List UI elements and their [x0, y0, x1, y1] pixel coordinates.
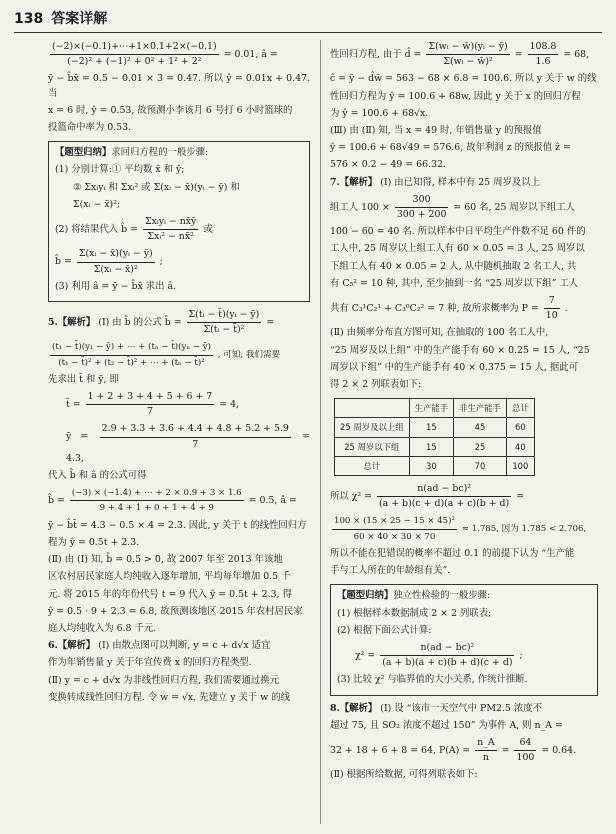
fraction: [395, 193, 449, 222]
text: (Ⅰ) 由 b̂ 的公式 b̂ =: [98, 317, 182, 329]
question-head: 8.【解析】: [330, 702, 378, 714]
table-row: [335, 456, 535, 475]
text: (Ⅰ) 设 “该市一天空气中 PM2.5 浓度不: [380, 702, 542, 714]
table-cell: 15: [409, 437, 454, 456]
numerator: 300: [395, 193, 449, 208]
table-header: 生产能手: [409, 399, 454, 418]
numerator: 64: [514, 736, 536, 751]
text-line: 下组工人有 40 × 0.05 = 2 人, 从中随机抽取 2 名工人, 共: [330, 260, 577, 272]
text-line: (Ⅱ) 由 (Ⅰ) 知, b̂ = 0.5 > 0, 故 2007 年至 2013 年该地: [48, 554, 283, 566]
table-header: [335, 399, 410, 418]
text: 组工人 100 ×: [330, 202, 390, 214]
text-line: 为 ŷ = 100.6 + 68√x.: [330, 107, 429, 119]
question-head: 5.【解析】: [48, 317, 96, 329]
numerator: (t₁ − t̄)(y₁ − ȳ) + ⋯ + (tₙ − t̄)(yₙ − ȳ): [50, 340, 213, 355]
step: (3) 比较 χ² 与临界值的大小关系, 作统计推断.: [337, 674, 528, 686]
text-line: ȳ − b̂x̄ = 0.5 − 0.01 × 3 = 0.47. 所以 ŷ = 0.01x + 0.47. 当: [48, 73, 310, 99]
fraction: [143, 215, 198, 244]
step: (3) 利用 â = ȳ − b̂x̄ 求出 â.: [55, 280, 177, 292]
q7-line: [330, 193, 598, 222]
text-line: 有 C₅² = 10 种, 其中, 至少抽到一名 “25 周岁以下组” 工人: [330, 277, 579, 289]
text: 性回归方程, 由于: [330, 49, 402, 61]
formula-chi: [330, 482, 598, 511]
table-cell: 70: [454, 456, 507, 475]
fraction: [528, 40, 559, 69]
text: d̂ =: [404, 49, 422, 61]
text-line: [48, 40, 310, 69]
text-line: 所以不能在犯错误的概率不超过 0.1 的前提下认为 “生产能: [330, 547, 575, 559]
step: ② Σxᵢyᵢ 和 Σxᵢ² 或 Σ(xᵢ − x̄)(yᵢ − ȳ) 和: [73, 181, 240, 193]
step: (2) 将结果代入 b̂ = $\frac{\text{Σxᵢyᵢ − nx̄ȳ}}{\text{Σxᵢ² − nx̄²}}$ 或: [55, 215, 303, 244]
fraction: [50, 340, 213, 369]
formula-tbar: [48, 390, 310, 419]
numerator: 1 + 2 + 3 + 4 + 5 + 6 + 7: [86, 390, 215, 405]
page-number: 138: [14, 11, 44, 27]
text-line: ĉ = ȳ − d̂w̄ = 563 − 68 × 6.8 = 100.6. 所以 y 关于 w 的线: [330, 73, 597, 85]
fraction: [187, 308, 262, 337]
fraction: [77, 247, 155, 276]
fraction: [332, 514, 457, 543]
formula-b: [48, 486, 310, 515]
table-cell: 25: [454, 437, 507, 456]
step: (1) 分别计算:① 平均数 x̄ 和 ȳ;: [55, 164, 185, 176]
numerator: Σ(wᵢ − w̄)(yᵢ − ȳ): [426, 40, 509, 55]
q7-line: [330, 176, 598, 190]
step: [55, 247, 303, 276]
box-title: 独立性检验的一般步骤:: [393, 590, 491, 602]
denominator: 7: [192, 438, 199, 450]
fraction: [377, 482, 511, 511]
denominator: 300 + 200: [396, 209, 447, 221]
text: , 可知, 我们需要: [217, 350, 281, 361]
text: 32 + 18 + 6 + 8 = 64, P(A) =: [330, 745, 471, 757]
text-line: 手与工人所在的年龄组有关”.: [330, 565, 451, 577]
table-row: [335, 437, 535, 456]
text: (2) 将结果代入: [55, 224, 119, 236]
text: ;: [159, 256, 163, 268]
fraction: [50, 40, 219, 69]
text-line: 区农村居民家庭人均纯收入逐年增加, 平均每年增加 0.5 千: [48, 571, 291, 583]
text-line: 程为 ŷ = 0.5t + 2.3.: [48, 536, 140, 548]
formula-ybar: [48, 422, 310, 466]
text-line: 超过 75, 且 SO₂ 浓度不超过 150” 为事件 A, 则 n_A =: [330, 719, 563, 731]
text: .: [564, 303, 568, 315]
q7-line: [330, 294, 598, 323]
step: [337, 641, 591, 670]
table-cell: 45: [454, 418, 507, 437]
q8-line: [330, 702, 598, 716]
q5-line: [48, 340, 310, 369]
text: = 0.64.: [541, 745, 577, 757]
table-cell: 30: [409, 456, 454, 475]
fraction: [544, 294, 560, 323]
box-title: 求回归方程的一般步骤:: [111, 147, 209, 159]
denominator: 60 × 40 × 30 × 70: [353, 531, 436, 542]
table-cell: 25 周岁以下组: [335, 437, 410, 456]
fraction: [70, 486, 244, 515]
question-head: 6.【解析】: [48, 640, 96, 652]
numerator: 7: [544, 294, 560, 309]
numerator: Σ(tᵢ − t̄)(yᵢ − ȳ): [187, 308, 262, 323]
text: χ² =: [355, 650, 376, 662]
header-rule: [14, 32, 602, 33]
text: = 0.01, â =: [223, 49, 278, 61]
text: b̂ =: [55, 256, 72, 268]
denominator: (a + b)(c + d)(a + c)(b + d): [379, 498, 510, 510]
numerator: (−2)×(−0.1)+⋯+1×0.1+2×(−0.1): [50, 40, 219, 55]
text: = 4.3,: [66, 431, 311, 464]
denominator: Σxᵢ² − nx̄²: [147, 231, 194, 243]
numerator: n_A: [475, 736, 497, 751]
right-column: [330, 40, 598, 786]
text: ;: [519, 650, 523, 662]
text: =: [501, 745, 510, 757]
text-line: 先求出 t̄ 和 ȳ, 即: [48, 373, 119, 385]
table-cell: 60: [506, 418, 534, 437]
question-head: 7.【解析】: [330, 176, 378, 188]
text: 所以 χ² =: [330, 491, 373, 503]
denominator: n: [482, 752, 489, 764]
denominator: 9 + 4 + 1 + 0 + 1 + 4 + 9: [99, 503, 214, 514]
page-title: 答案详解: [51, 11, 108, 27]
page-header: [14, 8, 107, 30]
contingency-table: [334, 398, 535, 476]
text: =: [266, 317, 275, 329]
summary-box-regression: [48, 141, 310, 302]
fraction: [514, 736, 536, 765]
text-line: 变换转成线性回归方程. 令 w = √x, 先建立 y 关于 w 的线: [48, 691, 290, 703]
denominator: 7: [146, 406, 153, 418]
text: = 4,: [219, 399, 240, 411]
table-row: [335, 418, 535, 437]
text-line: 元. 将 2015 年的年份代号 t = 9 代入 ŷ = 0.5t + 2.3, 得: [48, 588, 292, 600]
numerator: Σxᵢyᵢ − nx̄ȳ: [143, 215, 198, 230]
fraction: [475, 736, 497, 765]
fraction: [380, 641, 514, 670]
numerator: Σ(xᵢ − x̄)(yᵢ − ȳ): [77, 247, 155, 262]
table-cell: 15: [409, 418, 454, 437]
text-line: (Ⅲ) 由 (Ⅱ) 知, 当 x = 49 时, 年销售量 y 的预报值: [330, 125, 542, 137]
table-cell: 100: [506, 456, 534, 475]
text-line: 576 × 0.2 − 49 = 66.32.: [330, 159, 446, 171]
denominator: Σ(tᵢ − t̄)²: [203, 324, 245, 336]
text-line: 作为年销售量 y 关于年宣传费 x 的回归方程类型.: [48, 657, 252, 669]
formula-chi2: [330, 514, 598, 543]
q5-line: [48, 308, 310, 337]
q6-line: [48, 639, 310, 653]
text: ≈ 1.785, 因为 1.785 < 2.706,: [461, 524, 587, 535]
text-line: (Ⅱ) y = c + d√x 为非线性回归方程, 我们需要通过换元: [48, 674, 280, 686]
fraction: [100, 422, 291, 451]
fraction: [86, 390, 215, 419]
text: 共有 C₃¹C₂¹ + C₃⁰C₂² = 7 种, 故所求概率为 P =: [330, 303, 539, 315]
text: ȳ =: [66, 431, 89, 443]
text-line: (Ⅱ) 由频率分布直方图可知, 在抽取的 100 名工人中,: [330, 327, 549, 339]
text: 或: [203, 224, 213, 236]
table-cell: 40: [506, 437, 534, 456]
column-divider: [320, 40, 321, 824]
denominator: (−2)² + (−1)² + 0² + 1² + 2²: [67, 56, 202, 68]
numerator: 100 × (15 × 25 − 15 × 45)²: [332, 514, 457, 529]
text: b̂ =: [48, 495, 65, 507]
text-line: “25 周岁及以上组” 中的生产能手有 60 × 0.25 = 15 人, “25: [330, 344, 590, 356]
denominator: 100: [516, 752, 535, 764]
step: (1) 根据样本数据制成 2 × 2 列联表;: [337, 607, 492, 619]
numerator: 2.9 + 3.3 + 3.6 + 4.4 + 4.8 + 5.2 + 5.9: [100, 422, 291, 437]
numerator: (−3) × (−1.4) + ⋯ + 2 × 0.9 + 3 × 1.6: [70, 486, 244, 501]
table-cell: 25 周岁及以上组: [335, 418, 410, 437]
step: (2) 根据下面公式计算:: [337, 624, 432, 636]
summary-box-independence: [330, 584, 598, 695]
denominator: (t₁ − t̄)² + (t₂ − t̄)² + ⋯ + (tₙ − t̄)²: [58, 357, 205, 368]
left-column: [48, 40, 310, 708]
box-tag: 【题型归纳】: [337, 590, 394, 602]
box-tag: 【题型归纳】: [55, 147, 112, 159]
text-line: 得 2 × 2 列联表如下:: [330, 379, 422, 391]
text-line: 投篮命中率为 0.53.: [48, 122, 132, 134]
denominator: Σ(wᵢ − w̄)²: [443, 56, 493, 68]
text-line: 周岁以下组” 中的生产能手有 40 × 0.375 = 15 人, 据此可: [330, 361, 579, 373]
text-line: x = 6 时, ŷ = 0.53, 故预测小李该月 6 号打 6 小时篮球的: [48, 104, 293, 116]
table-header-row: [335, 399, 535, 418]
denominator: Σ(xᵢ − x̄)²: [93, 263, 138, 275]
table-header: 总计: [506, 399, 534, 418]
text-line: 100 − 60 = 40 名. 所以样本中日平均生产件数不足 60 件的: [330, 226, 586, 238]
numerator: n(ad − bc)²: [380, 641, 514, 656]
text-line: 工人中, 25 周岁以上组工人有 60 × 0.05 = 3 人, 25 周岁以: [330, 243, 585, 255]
table-cell: 总计: [335, 456, 410, 475]
text-line: ŷ = 100.6 + 68√49 = 576.6, 故年利润 z 的预报值 ẑ =: [330, 142, 571, 154]
formula-d: [330, 40, 598, 69]
table-header: 非生产能手: [454, 399, 507, 418]
numerator: 108.8: [528, 40, 559, 55]
text-line: ŷ = 0.5 · 9 + 2.3 = 6.8, 故预测该地区 2015 年农村居民家: [48, 605, 303, 617]
denominator: 10: [545, 310, 558, 322]
fraction: [426, 40, 509, 69]
step: Σ(xᵢ − x̄)²;: [73, 198, 121, 210]
text: (Ⅰ) 由已知得, 样本中有 25 周岁及以上: [380, 176, 541, 188]
denominator: (a + b)(a + c)(b + d)(c + d): [382, 657, 513, 669]
text: = 68,: [563, 49, 590, 61]
text: t̄ =: [66, 399, 81, 411]
text: = 60 名, 25 周岁以下组工人: [453, 202, 576, 214]
text-line: ȳ − b̂t̄ = 4.3 − 0.5 × 4 = 2.3. 因此, y 关于 t 的线性回归方: [48, 519, 307, 531]
text-line: 庭人均纯收入为 6.8 千元.: [48, 622, 157, 634]
text: =: [514, 49, 523, 61]
numerator: n(ad − bc)²: [377, 482, 511, 497]
q8-line: [330, 736, 598, 765]
text-line: 性回归方程为 ŷ = 100.6 + 68w, 因此 y 关于 x 的回归方程: [330, 90, 581, 102]
text: (Ⅰ) 由散点图可以判断, y = c + d√x 适宜: [98, 640, 271, 652]
text-line: (Ⅱ) 根据所给数据, 可得列联表如下:: [330, 769, 478, 781]
text: =: [516, 491, 525, 503]
text: = 0.5, â =: [248, 495, 297, 507]
denominator: 1.6: [535, 56, 551, 68]
text-line: 代入 b̂ 和 â 的公式可得: [48, 470, 147, 482]
